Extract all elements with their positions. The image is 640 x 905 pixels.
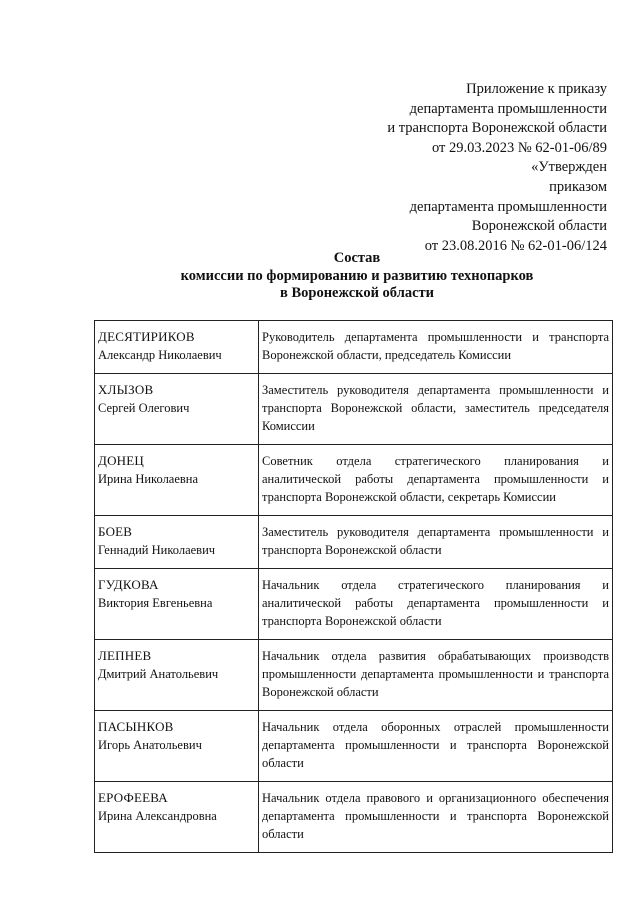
member-name-cell: [95, 640, 259, 711]
table-row: [95, 711, 613, 782]
member-given-name: Ирина Александровна: [98, 809, 217, 823]
member-given-name: Геннадий Николаевич: [98, 543, 216, 557]
table-row: [95, 445, 613, 516]
member-name-cell: [95, 782, 259, 853]
title-line: комиссии по формированию и развитию технопарков: [180, 267, 534, 284]
member-surname: ХЛЫЗОВ: [98, 382, 154, 397]
member-name-cell: [95, 445, 259, 516]
member-given-name: Сергей Олегович: [98, 401, 190, 415]
title-line: Состав: [333, 250, 381, 266]
commission-members-table: [94, 320, 613, 853]
member-name-cell: [95, 374, 259, 445]
table-row: [95, 516, 613, 569]
member-surname: ЛЕПНЕВ: [98, 648, 152, 663]
table-row: [95, 782, 613, 853]
member-given-name: Ирина Николаевна: [98, 472, 199, 486]
member-role: Начальник отдела стратегического планирования и аналитической работы департамента промышленности и транспорта Воронежской области: [259, 569, 613, 640]
title-line: в Воронежской области: [280, 285, 434, 301]
member-role: Начальник отдела оборонных отраслей промышленности департамента промышленности и транспорта Воронежской области: [259, 711, 613, 782]
member-role: Советник отдела стратегического планирования и аналитической работы департамента промышленности и транспорта Воронежской области, секретарь Комиссии: [259, 445, 613, 516]
member-role: Начальник отдела правового и организационного обеспечения департамента промышленности и транспорта Воронежской области: [259, 782, 613, 853]
member-name-cell: [95, 516, 259, 569]
header-line: от 29.03.2023 № 62-01-06/89: [431, 139, 607, 156]
header-line: Воронежской области: [471, 218, 607, 235]
member-surname: ЕРОФЕЕВА: [98, 790, 168, 805]
header-line: «Утвержден: [531, 159, 607, 176]
member-surname: ПАСЫНКОВ: [98, 719, 174, 734]
member-given-name: Дмитрий Анатольевич: [98, 667, 219, 681]
member-given-name: Игорь Анатольевич: [98, 738, 202, 752]
table-row: [95, 569, 613, 640]
member-role: Заместитель руководителя департамента промышленности и транспорта Воронежской области: [259, 516, 613, 569]
member-name-cell: [95, 321, 259, 374]
header-line: Приложение к приказу: [466, 81, 607, 97]
header-line: приказом: [549, 178, 607, 195]
member-role: Заместитель руководителя департамента промышленности и транспорта Воронежской области, заместитель председателя Комиссии: [259, 374, 613, 445]
member-surname: ДЕСЯТИРИКОВ: [98, 329, 195, 344]
member-surname: БОЕВ: [98, 524, 133, 539]
table-row: [95, 374, 613, 445]
document-title: [0, 250, 640, 303]
member-role: Руководитель департамента промышленности и транспорта Воронежской области, председатель Комиссии: [259, 321, 613, 374]
table-row: [95, 321, 613, 374]
member-surname: ДОНЕЦ: [98, 453, 144, 468]
header-line: департамента промышленности: [409, 100, 607, 117]
member-given-name: Виктория Евгеньевна: [98, 596, 213, 610]
header-line: департамента промышленности: [409, 198, 607, 215]
member-given-name: Александр Николаевич: [98, 348, 222, 362]
member-role: Начальник отдела развития обрабатывающих производств промышленности департамента промышленности и транспорта Воронежской области: [259, 640, 613, 711]
header-line: и транспорта Воронежской области: [387, 120, 607, 137]
table-row: [95, 640, 613, 711]
member-name-cell: [95, 711, 259, 782]
member-surname: ГУДКОВА: [98, 577, 159, 592]
header-line: от 23.08.2016 № 62-01-06/124: [424, 237, 607, 254]
member-name-cell: [95, 569, 259, 640]
approval-header: [307, 80, 607, 256]
